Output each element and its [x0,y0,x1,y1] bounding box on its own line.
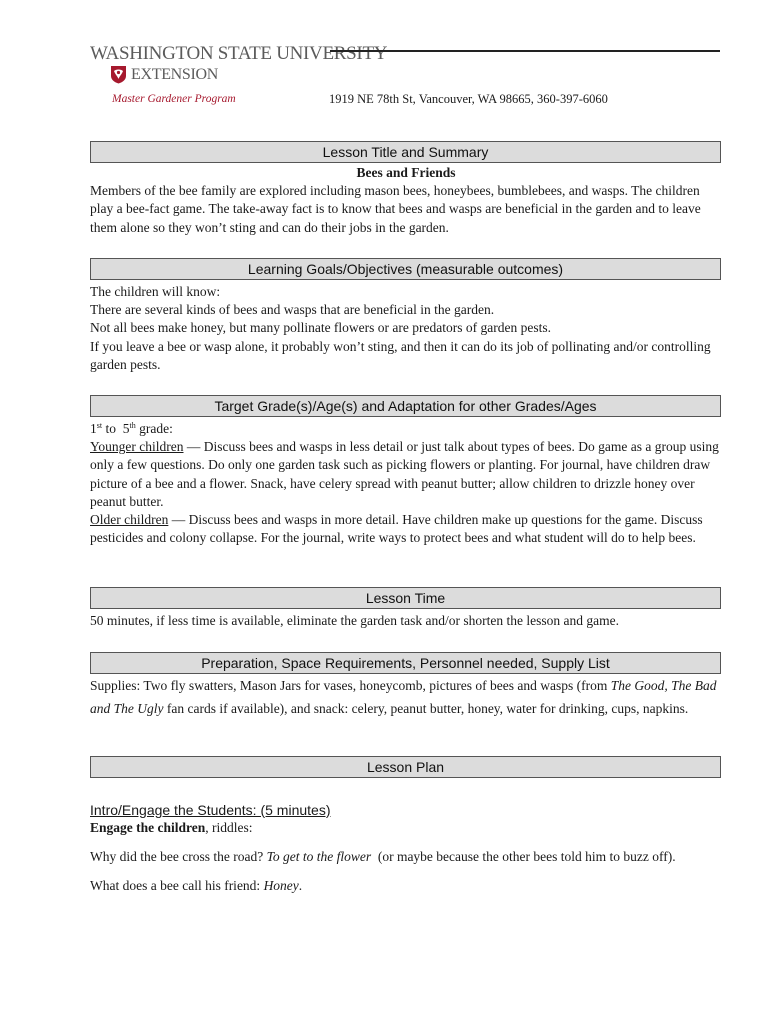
section-heading-target: Target Grade(s)/Age(s) and Adaptation for other Grades/Ages [90,395,721,417]
goals-line: The children will know: [90,284,221,299]
time-section [90,612,722,630]
section-heading-prep: Preparation, Space Requirements, Personnel needed, Supply List [90,652,721,674]
lesson-title: Bees and Friends [356,165,456,180]
time-body: 50 minutes, if less time is available, eliminate the garden task and/or shorten the lesson and game. [90,613,619,628]
header-divider [330,50,720,52]
logo-university-name: WASHINGTON STATE UNIVERSITY [90,43,388,64]
wsu-extension-logo [90,43,388,106]
grade-range: 1st to 5th grade: [90,421,173,436]
riddle-2: What does a bee call his friend: Honey. [90,877,303,893]
wsu-cougar-seal-icon [110,65,127,84]
supplies-body: Supplies: Two fly swatters, Mason Jars for vases, honeycomb, pictures of bees and wasps (from The Good, The Bad and The Ugly fan cards if available), and snack: celery, peanut butter, honey, water for drinking, cups, napkins. [90,678,717,716]
goals-section [90,283,722,374]
riddle-1: Why did the bee cross the road? To get to the flower (or maybe because the other bees told him to buzz off). [90,849,676,865]
plan-section [90,801,722,895]
prep-section [90,675,722,720]
older-children-label: Older children [90,512,169,528]
section-heading-summary: Lesson Title and Summary [90,141,721,163]
logo-program-name: Master Gardener Program [112,93,236,105]
target-section [90,420,722,547]
header-address: 1919 NE 78th St, Vancouver, WA 98665, 360-397-6060 [329,92,608,106]
logo-extension: EXTENSION [131,65,219,83]
section-heading-goals: Learning Goals/Objectives (measurable outcomes) [90,258,721,280]
younger-children-label: Younger children [90,439,184,455]
goals-line: There are several kinds of bees and wasps that are beneficial in the garden. [90,302,495,318]
engage-line: Engage the children, riddles: [90,820,253,836]
section-heading-plan: Lesson Plan [90,756,721,778]
goals-line: Not all bees make honey, but many pollinate flowers or are predators of garden pests. [90,320,551,336]
section-heading-time: Lesson Time [90,587,721,609]
older-children-adaptation: Older children — Discuss bees and wasps in more detail. Have children make up questions for the game. Discuss pesticides and colony collapse. For the journal, write ways to protect bees and what student will do to help bees. [90,512,703,546]
summary-section [90,164,722,237]
younger-children-adaptation: Younger children — Discuss bees and wasps in less detail or just talk about types of bees. Do game as a group using only a few questions. Do only one garden task such as picking flowers or planting. For journal, have children draw picture of a bee and a flower. Snack, have celery spread with peanut butter; allow children to drizzle honey over peanut butter. [90,439,719,509]
summary-body: Members of the bee family are explored including mason bees, honeybees, bumblebees, and wasps. The children play a bee-fact game. The take-away fact is to know that bees and wasps are beneficial in the garden and to leave them alone so they won’t sting and can do their jobs in the garden. [90,183,701,235]
intro-heading: Intro/Engage the Students: (5 minutes) [90,802,331,818]
goals-line: If you leave a bee or wasp alone, it probably won’t sting, and then it can do its job of pollinating and/or controlling garden pests. [90,338,711,372]
